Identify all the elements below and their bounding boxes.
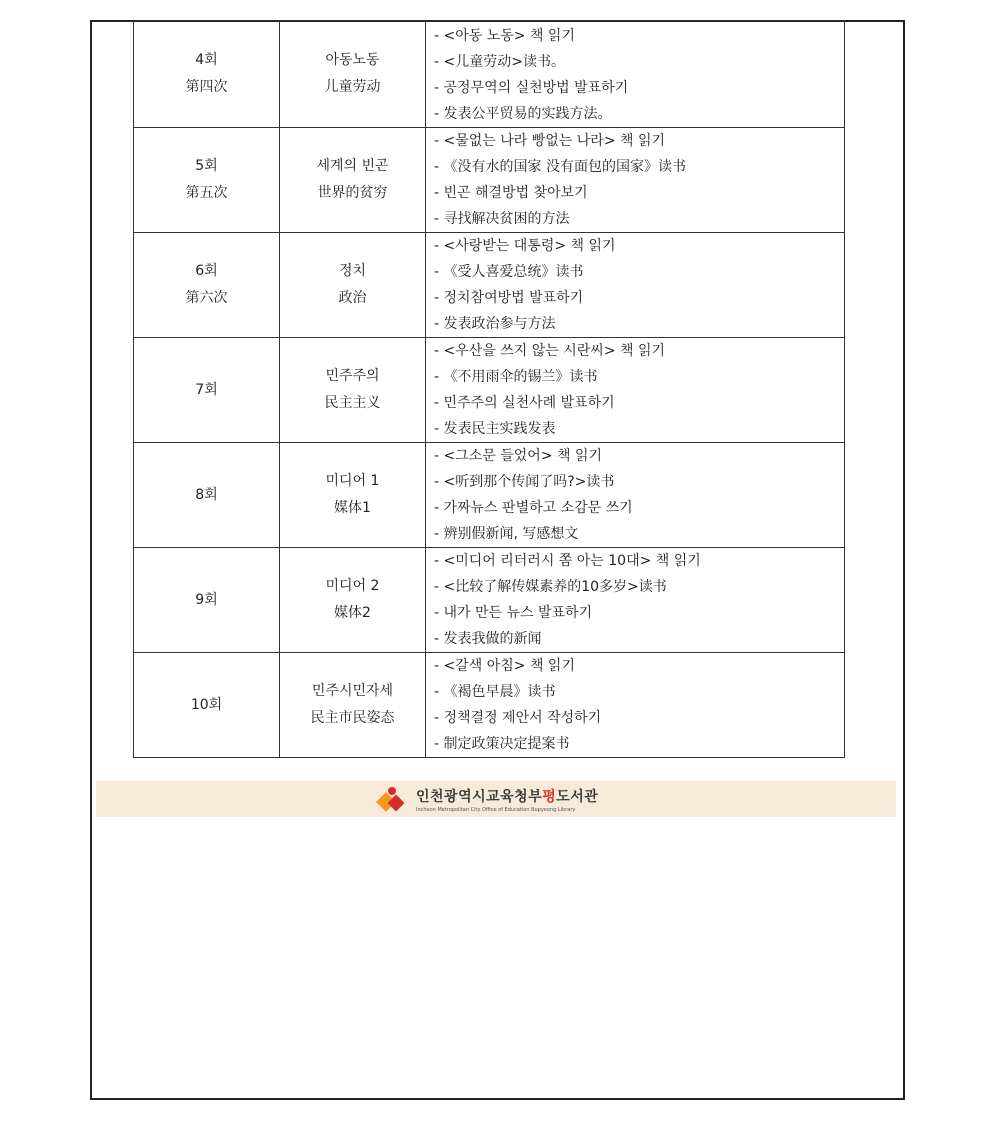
session-label: 5회	[195, 158, 218, 174]
session-label-zh: 第四次	[185, 79, 228, 95]
topic-label-zh: 民主主义	[324, 395, 381, 411]
topic-label: 민주시민자세	[311, 683, 394, 699]
activity-line: - 《没有水的国家 没有面包的国家》读书	[434, 159, 686, 175]
activity-line: - 내가 만든 뉴스 발표하기	[434, 605, 593, 621]
table-row	[134, 128, 845, 233]
activity-line: - <听到那个传闻了吗?>读书	[434, 474, 615, 490]
topic-label: 민주주의	[325, 368, 380, 384]
topic-cell	[280, 21, 426, 128]
activities-cell	[426, 443, 845, 548]
activity-line: - 정치참여방법 발표하기	[434, 290, 584, 306]
library-name: 인천광역시교육청부평도서관	[416, 789, 599, 805]
table-row	[134, 21, 845, 128]
session-label: 8회	[195, 486, 218, 503]
table-row	[134, 653, 845, 758]
topic-label-zh: 媒体2	[334, 605, 371, 621]
activities-cell	[426, 338, 845, 443]
activity-line: - 制定政策决定提案书	[434, 736, 570, 752]
activity-line: - 发表民主实践发表	[434, 421, 556, 437]
topic-cell	[280, 128, 426, 233]
topic-label: 세계의 빈곤	[316, 158, 389, 174]
activity-line: - 发表公平贸易的实践方法。	[434, 106, 612, 122]
activity-line: - <우산을 쓰지 않는 시란씨> 책 읽기	[434, 343, 666, 359]
session-label-zh: 第六次	[185, 290, 228, 306]
topic-label: 정치	[338, 263, 367, 279]
activity-line: - <儿童劳动>读书。	[434, 54, 565, 70]
activity-line: - <그소문 들었어> 책 읽기	[434, 448, 603, 464]
activity-line: - <아동 노동> 책 읽기	[434, 28, 575, 44]
session-label: 7회	[195, 381, 218, 398]
session-cell	[134, 338, 280, 443]
activity-line: - 민주주의 실천사례 발표하기	[434, 395, 615, 411]
activity-line: - 빈곤 해결방법 찾아보기	[434, 185, 588, 201]
activity-line: - <사랑받는 대통령> 책 읽기	[434, 238, 616, 254]
topic-label-zh: 政治	[338, 290, 367, 306]
session-cell	[134, 443, 280, 548]
topic-label-zh: 世界的贫穷	[317, 185, 388, 201]
topic-label-zh: 媒体1	[334, 500, 371, 516]
topic-label: 아동노동	[325, 52, 380, 68]
activities-cell	[426, 233, 845, 338]
session-label: 10회	[190, 696, 223, 713]
topic-label-zh: 儿童劳动	[324, 79, 381, 95]
session-cell	[134, 653, 280, 758]
activity-line: - 《褐色早晨》读书	[434, 684, 556, 700]
library-logo	[376, 783, 616, 817]
activity-line: - 《不用雨伞的锡兰》读书	[434, 369, 598, 385]
activity-line: - 发表我做的新闻	[434, 631, 542, 647]
topic-label: 미디어 1	[325, 473, 380, 489]
activity-line: - <갈색 아침> 책 읽기	[434, 658, 575, 674]
topic-cell	[280, 653, 426, 758]
activity-line: - 发表政治参与方法	[434, 316, 556, 332]
topic-cell	[280, 338, 426, 443]
session-label: 4회	[195, 52, 218, 68]
activity-line: - 공정무역의 실천방법 발표하기	[434, 80, 629, 96]
topic-cell	[280, 443, 426, 548]
table-row	[134, 338, 845, 443]
library-name-en: Incheon Metropolitan City Office of Education Bupyeong Library	[416, 807, 576, 813]
session-cell	[134, 233, 280, 338]
activities-cell	[426, 128, 845, 233]
activity-line: - <미디어 리터러시 쫌 아는 10대> 책 읽기	[434, 553, 701, 569]
activity-line: - <比较了解传媒素养的10多岁>读书	[434, 579, 667, 595]
session-cell	[134, 548, 280, 653]
topic-cell	[280, 233, 426, 338]
table-row	[134, 548, 845, 653]
table-row	[134, 233, 845, 338]
activities-cell	[426, 21, 845, 128]
session-label: 9회	[195, 591, 218, 608]
session-cell	[134, 21, 280, 128]
activities-cell	[426, 548, 845, 653]
activities-cell	[426, 653, 845, 758]
session-label-zh: 第五次	[185, 185, 228, 201]
activity-line: - 가짜뉴스 판별하고 소감문 쓰기	[434, 500, 633, 516]
table-row	[134, 443, 845, 548]
topic-cell	[280, 548, 426, 653]
topic-label-zh: 民主市民姿态	[310, 710, 395, 726]
activity-line: - 정책결정 제안서 작성하기	[434, 710, 602, 726]
activity-line: - 辨别假新闻, 写感想文	[434, 526, 579, 542]
session-label: 6회	[195, 263, 218, 279]
activity-line: - 寻找解决贫困的方法	[434, 211, 570, 227]
session-cell	[134, 128, 280, 233]
activity-line: - 《受人喜爱总统》读书	[434, 264, 584, 280]
library-logo-icon	[376, 785, 410, 817]
program-schedule-table	[133, 20, 845, 758]
topic-label: 미디어 2	[325, 578, 380, 594]
activity-line: - <물없는 나라 빵없는 나라> 책 읽기	[434, 133, 666, 149]
